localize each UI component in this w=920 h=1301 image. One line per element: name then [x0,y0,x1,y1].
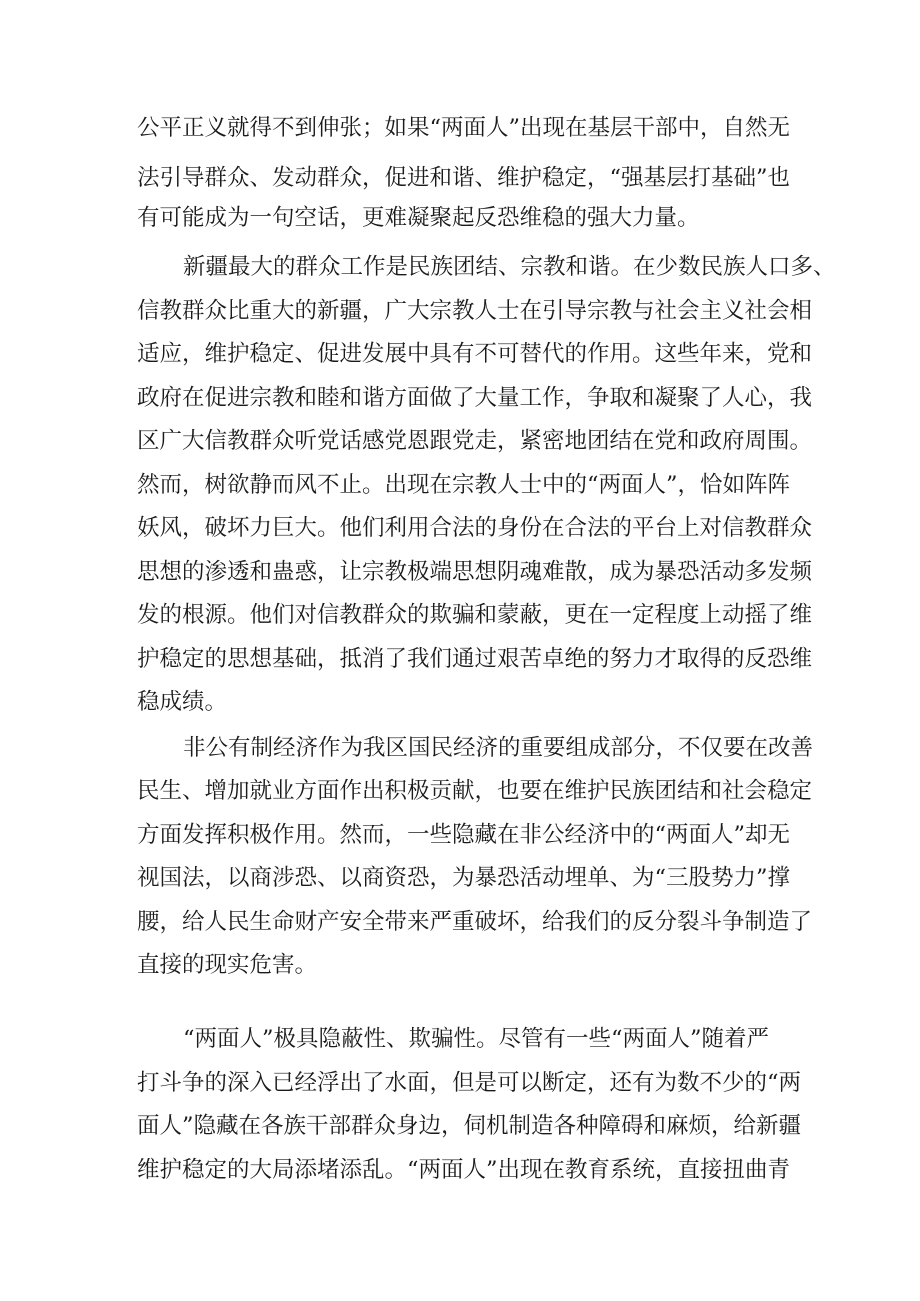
text-line: 方面发挥积极作用。然而，一些隐藏在非公经济中的“两面人”却无 [137,822,791,848]
text-line: 视国法，以商涉恐、以商资恐，为暴恐活动埋单、为“三股势力”撑 [137,865,791,891]
text-line: 法引导群众、发动群众，促进和谐、维护稳定，“强基层打基础”也 [137,165,791,191]
text-line: 民生、增加就业方面作出积极贡献，也要在维护民族团结和社会稳定 [137,778,813,804]
text-line: 适应，维护稳定、促进发展中具有不可替代的作用。这些年来，党和 [137,341,813,367]
text-line: 新疆最大的群众工作是民族团结、宗教和谐。在少数民族人口多、 [183,254,836,280]
text-line: 发的根源。他们对信教群众的欺骗和蒙蔽，更在一定程度上动摇了维 [137,602,813,628]
text-line: 政府在促进宗教和睦和谐方面做了大量工作，争取和凝聚了人心，我 [137,385,813,411]
text-line: 腰，给人民生命财产安全带来严重破坏，给我们的反分裂斗争制造了 [137,909,813,935]
text-line: 有可能成为一句空话，更难凝聚起反恐维稳的强大力量。 [137,205,700,231]
text-line: 打斗争的深入已经浮出了水面，但是可以断定，还有为数不少的“两 [137,1070,802,1096]
text-line: 非公有制经济作为我区国民经济的重要组成部分，不仅要在改善 [183,735,814,761]
text-line: 维护稳定的大局添堵添乱。“两面人”出现在教育系统，直接扭曲青 [137,1157,791,1183]
text-line: 直接的现实危害。 [137,952,318,978]
text-line: 思想的渗透和蛊惑，让宗教极端思想阴魂难散，成为暴恐活动多发频 [137,559,813,585]
text-line: 面人”隐藏在各族干部群众身边，伺机制造各种障碍和麻烦，给新疆 [137,1113,802,1139]
text-line: 区广大信教群众听党话感党恩跟党走，紧密地团结在党和政府周围。 [137,428,813,454]
text-line: 稳成绩。 [137,689,228,715]
text-line: 信教群众比重大的新疆，广大宗教人士在引导宗教与社会主义社会相 [137,298,813,324]
text-line: 公平正义就得不到伸张；如果“两面人”出现在基层干部中，自然无 [137,115,791,141]
text-line: “两面人”极具隐蔽性、欺骗性。尽管有一些“两面人”随着严 [183,1026,770,1052]
text-line: 护稳定的思想基础，抵消了我们通过艰苦卓绝的努力才取得的反恐维 [137,646,813,672]
text-line: 妖风，破坏力巨大。他们利用合法的身份在合法的平台上对信教群众 [137,515,813,541]
text-line: 然而，树欲静而风不止。出现在宗教人士中的“两面人”，恰如阵阵 [137,472,791,498]
